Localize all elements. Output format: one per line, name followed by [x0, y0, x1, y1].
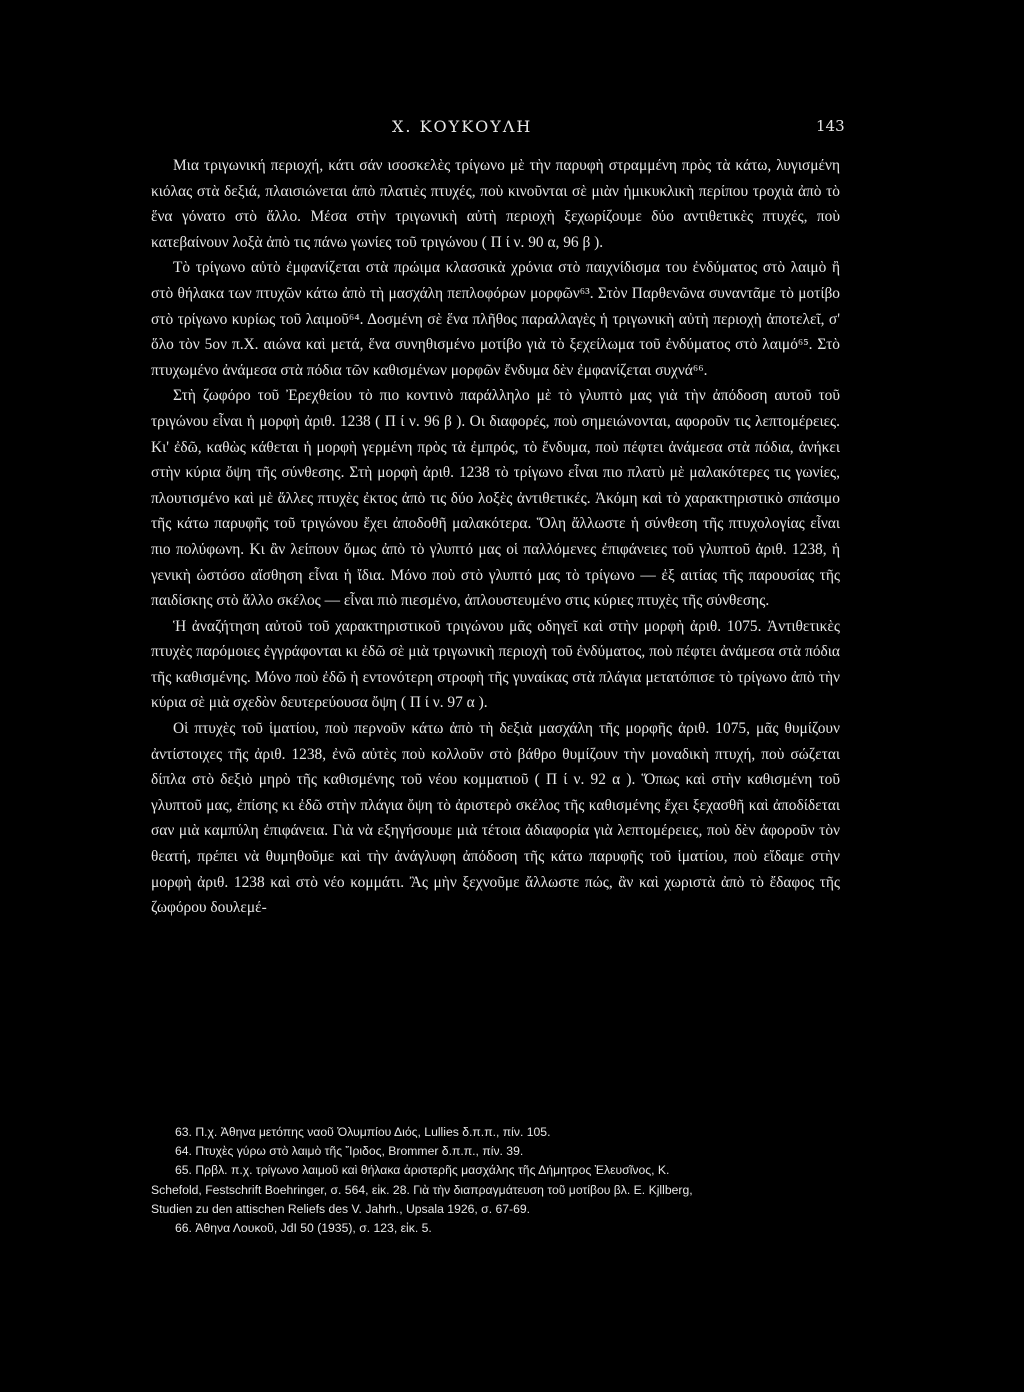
- footnote-65-cont-1: Schefold, Festschrift Boehringer, σ. 564, εἰκ. 28. Γιὰ τὴν διαπραγμάτευση τοῦ μοτίβου βλ. Ε. Kjllberg,: [151, 1182, 693, 1197]
- running-title: Χ. ΚΟΥΚΟΥΛΗ: [392, 117, 533, 136]
- paragraph-3: Στὴ ζωφόρο τοῦ Ἐρεχθείου τὸ πιο κοντινὸ παράλληλο μὲ τὸ γλυπτὸ μας γιὰ τὴν ἀπόδοση αυτοῦ τοῦ τριγώνου εἶναι ἡ μορφὴ ἀριθ. 1238 ( Π ί ν. 96 β ). Οι διαφορές, ποὺ σημειώνονται, αφοροῦν τις λεπτομέρειες. Κι' ἐδῶ, καθὼς κάθεται ἡ μορφὴ γερμένη πρὸς τὰ ἐμπρός, τὸ ἔνδυμα, ποὺ πέφτει ἀνάμεσα στὰ πόδια, ἀνήκει στὴν κύρια ὄψη τῆς σύνθεσης. Στὴ μορφὴ ἀριθ. 1238 τὸ τρίγωνο εἶναι πιο πλατὺ μὲ μαλακότερες τις γωνίες, πλουτισμένο καὶ μὲ ἄλλες πτυχὲς ἐκτος ἀπὸ τις δύο λοξὲς ἀντιθετικές. Ἀκόμη καὶ τὸ χαρακτηριστικὸ σπάσιμο τῆς κάτω παρυφῆς τοῦ τριγώνου ἔχει ἀποδοθῆ μαλακότερα. Ὅλη ἄλλωστε ἡ σύνθεση τῆς πτυχολογίας εἶναι πιο πολύφωνη. Κι ἂν λείπουν ὅμως ἀπὸ τὸ γλυπτό μας οἱ παλλόμενες ἐπιφάνειες τοῦ γλυπτοῦ ἀριθ. 1238, ἡ γενικὴ ὡστόσο αἴσθηση εἶναι ἡ ἴδια. Μόνο ποὺ στὸ γλυπτό μας τὸ τρίγωνο — ἐξ αιτίας τῆς παρουσίας τῆς παιδίσκης στὸ ἄλλο σκέλος — εἶναι πιὸ πιεσμένο, ἁπλουστευμένο στις κύριες πτυχὲς τῆς σύνθεσης.: [151, 387, 840, 610]
- paragraph-2: Τὸ τρίγωνο αὐτὸ ἐμφανίζεται στὰ πρώιμα κλασσικὰ χρόνια στὸ παιχνίδισμα του ἐνδύματος στὸ λαιμὸ ἢ στὸ θήλακα των πτυχῶν κάτω ἀπὸ τὴ μασχάλη πεπλοφόρων μορφῶν⁶³. Στὸν Παρθενῶνα συναντᾶμε τὸ μοτίβο στὸ τρίγωνο κυρίως τοῦ λαιμοῦ⁶⁴. Δοσμένη σὲ ἕνα πλῆθος παραλλαγὲς ἡ τριγωνικὴ αὐτὴ περιοχὴ ἀποτελεῖ, σ' ὅλο τὸν 5ον π.Χ. αιώνα καὶ μετά, ἕνα συνηθισμένο μοτίβο γιὰ τὸ ξεχείλωμα τοῦ ἐνδύματος στὸ λαιμό⁶⁵. Στὸ πτυχωμένο ἀνάμεσα στὰ πόδια τῶν καθισμένων μορφῶν ἔνδυμα δὲν ἐμφανίζεται συχνά⁶⁶.: [151, 259, 840, 379]
- footnote-66: 66. Ἀθηνα Λουκοῦ, JdI 50 (1935), σ. 123, εἰκ. 5.: [175, 1221, 432, 1236]
- paragraph-4: Ἡ ἀναζήτηση αὐτοῦ τοῦ χαρακτηριστικοῦ τριγώνου μᾶς οδηγεῖ καὶ στὴν μορφὴ ἀριθ. 1075. Ἀντιθετικὲς πτυχὲς παρόμοιες ἐγγράφονται κι ἐδῶ σὲ μιὰ τριγωνικὴ περιοχὴ τοῦ ἐνδύματος, ποὺ πέφτει ἀνάμεσα στὰ πόδια τῆς καθισμένης. Μόνο ποὺ ἐδῶ ἡ εντονότερη στροφὴ τῆς γυναίκας στὰ πλάγια μετατόπισε τὸ τρίγωνο ἀπὸ τὴν κύρια σὲ μιὰ σχεδὸν δευτερεύουσα ὄψη ( Π ί ν. 97 α ).: [151, 617, 840, 712]
- footnote-65-cont-2: Studien zu den attischen Reliefs des V. Jahrh., Upsala 1926, σ. 67-69.: [151, 1201, 531, 1216]
- footnotes: [151, 1123, 840, 1238]
- page-number: 143: [816, 117, 845, 135]
- footnote-64: 64. Πτυχὲς γύρω στὸ λαιμὸ τῆς Ἴριδος, Brommer δ.π.π., πίν. 39.: [175, 1144, 524, 1159]
- footnote-65: 65. Πρβλ. π.χ. τρίγωνο λαιμοῦ καὶ θήλακα ἀριστερῆς μασχάλης τῆς Δήμητρος Ἐλευσῖνος, Κ.: [175, 1163, 670, 1178]
- main-text: [151, 153, 840, 921]
- running-header: [0, 117, 1024, 139]
- footnote-63: 63. Π.χ. Ἀθηνα μετόπης ναοῦ Ὀλυμπίου Διός, Lullies δ.π.π., πίν. 105.: [175, 1125, 551, 1139]
- paragraph-1: Μια τριγωνική περιοχή, κάτι σάν ισοσκελὲς τρίγωνο μὲ τὴν παρυφὴ στραμμένη πρὸς τὰ κάτω, λυγισμένη κιόλας στὰ δεξιά, πλαισιώνεται ἀπὸ πλατιὲς πτυχές, ποὺ κινοῦνται σὲ μιὰν ἡμικυκλικὴ περίπου τροχιὰ ἀπὸ τὸ ἕνα γόνατο στὸ ἄλλο. Μέσα στὴν τριγωνικὴ αὐτὴ περιοχὴ ξεχωρίζουμε δύο αντιθετικὲς πτυχές, ποὺ κατεβαίνουν λοξὰ ἀπὸ τις πάνω γωνίες τοῦ τριγώνου ( Π ί ν. 90 α, 96 β ).: [151, 157, 840, 251]
- paragraph-5: Οἱ πτυχὲς τοῦ ἱματίου, ποὺ περνοῦν κάτω ἀπὸ τὴ δεξιὰ μασχάλη τῆς μορφῆς ἀριθ. 1075, μᾶς θυμίζουν ἀντίστοιχες τῆς ἀριθ. 1238, ἐνῶ αὐτὲς ποὺ κολλοῦν στὸ βάθρο θυμίζουν τὴν μοναδικὴ πτυχή, ποὺ σώζεται δίπλα στὸ δεξιὸ μηρὸ τῆς καθισμένης τοῦ νέου κομματιοῦ ( Π ί ν. 92 α ). Ὅπως καὶ στὴν καθισμένη τοῦ γλυπτοῦ μας, ἐπίσης κι ἐδῶ στὴν πλάγια ὄψη τὸ ἀριστερὸ σκέλος τῆς καθισμένης ἔχει ξεχασθῆ καὶ ἀποδίδεται σαν μιὰ καμπύλη ἐπιφάνεια. Γιὰ νὰ εξηγήσουμε μιὰ τέτοια ἀδιαφορία γιὰ λεπτομέρειες, ποὺ δὲν ἀφοροῦν τὸν θεατή, πρέπει νὰ θυμηθοῦμε καὶ τὴν ἀνάγλυφη ἀπόδοση τῆς κάτω παρυφῆς τοῦ ἱματίου, ποὺ εἴδαμε στὴν μορφὴ ἀριθ. 1238 καὶ στὸ νέο κομμάτι. Ἂς μὴν ξεχνοῦμε ἄλλωστε πώς, ἂν καὶ χωριστὰ ἀπὸ τὸ ἔδαφος τῆς ζωφόρου δουλεμέ-: [151, 720, 840, 917]
